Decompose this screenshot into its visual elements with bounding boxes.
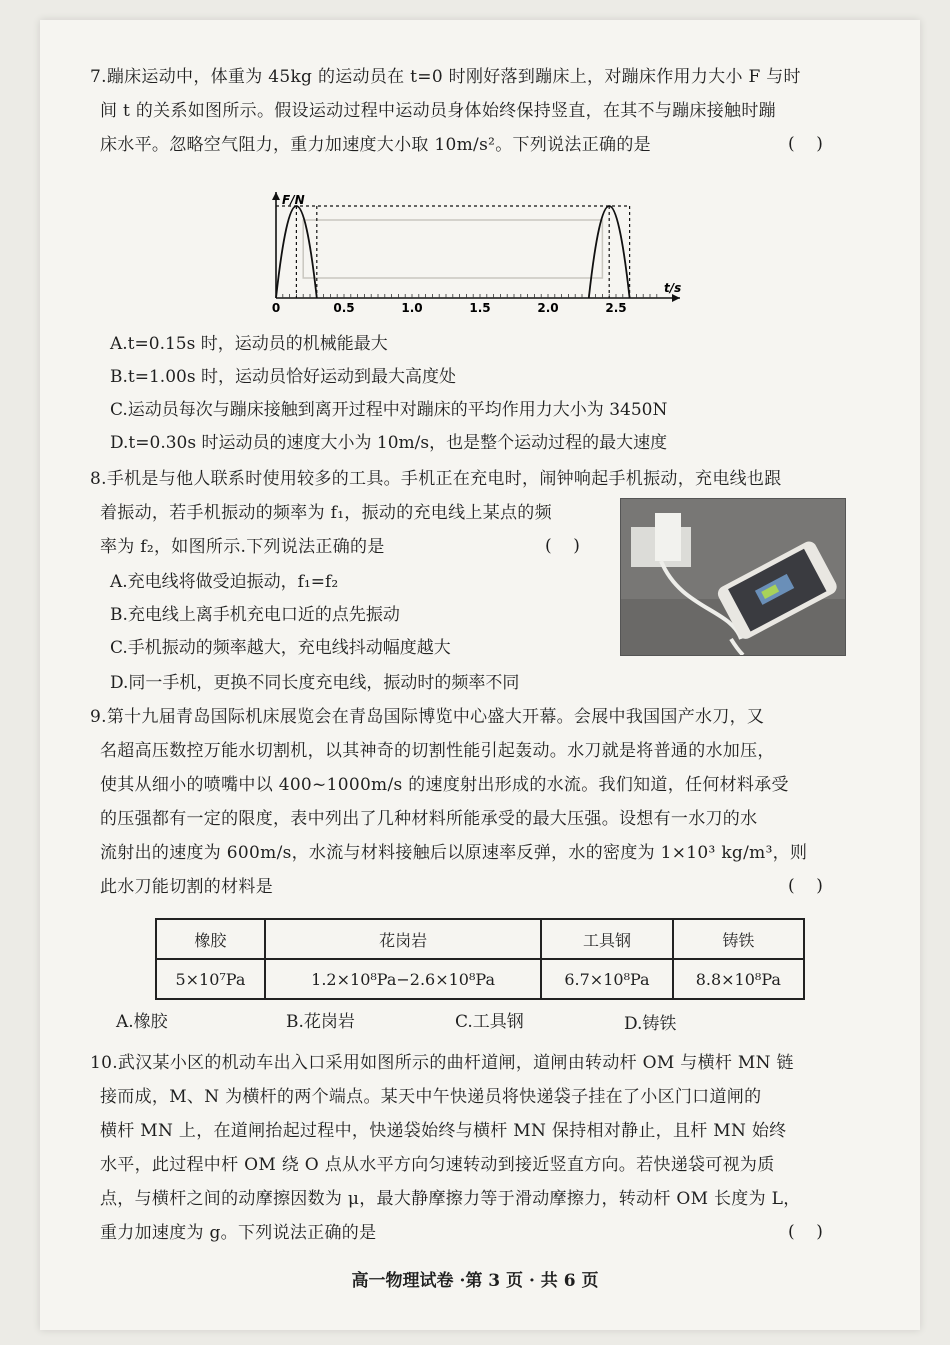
q8-option-b[interactable]: B.充电线上离手机充电口近的点先振动	[110, 605, 400, 625]
q8-line-3: 率为 f₂，如图所示.下列说法正确的是	[100, 537, 385, 557]
q9-line-6: 此水刀能切割的材料是	[100, 877, 273, 897]
q10-line-5: 点，与横杆之间的动摩擦因数为 μ，最大静摩擦力等于滑动摩擦力，转动杆 OM 长度为 L，	[100, 1189, 801, 1209]
q9-option-b[interactable]: B.花岗岩	[286, 1012, 355, 1032]
x-tick-label: 1.5	[469, 301, 491, 315]
q9-line-1: 9.第十九届青岛国际机床展览会在青岛国际博览中心盛大开幕。会展中我国国产水刀，又	[90, 707, 765, 727]
q7-option-c[interactable]: C.运动员每次与蹦床接触到离开过程中对蹦床的平均作用力大小为 3450N	[110, 400, 668, 420]
q7-answer-paren: ( )	[788, 134, 823, 154]
x-tick-label: 2.5	[605, 301, 627, 315]
q9-line-5: 流射出的速度为 600m/s，水流与材料接触后以原速率反弹，水的密度为 1×10³ kg/m³，则	[100, 843, 808, 863]
y-axis-arrow	[272, 192, 280, 200]
q10-answer-paren: ( )	[788, 1222, 823, 1242]
y-axis-label: F/N	[282, 193, 305, 207]
q10-line-1: 10.武汉某小区的机动车出入口采用如图所示的曲杆道闸，道闸由转动杆 OM 与横杆 MN 链	[90, 1053, 794, 1073]
q7-line-2: 间 t 的关系如图所示。假设运动过程中运动员身体始终保持竖直，在其不与蹦床接触时蹦	[100, 101, 776, 121]
q9-option-c[interactable]: C.工具钢	[455, 1012, 524, 1032]
x-tick-label: 0.5	[333, 301, 355, 315]
table-header-cell: 花岗岩	[265, 919, 541, 959]
table-cell: 6.7×10⁸Pa	[541, 959, 672, 999]
x-tick-label: 2.0	[537, 301, 559, 315]
phone-charging-illustration	[621, 499, 845, 655]
table-cell: 5×10⁷Pa	[156, 959, 265, 999]
table-header-cell: 工具钢	[541, 919, 672, 959]
table-header-cell: 橡胶	[156, 919, 265, 959]
q9-line-4: 的压强都有一定的限度，表中列出了几种材料所能承受的最大压强。设想有一水刀的水	[100, 809, 758, 829]
table-header-cell: 铸铁	[673, 919, 804, 959]
q8-answer-paren: ( )	[545, 536, 580, 556]
q8-option-d[interactable]: D.同一手机，更换不同长度充电线，振动时的频率不同	[110, 673, 520, 693]
q10-line-2: 接而成，M、N 为横杆的两个端点。某天中午快递员将快递袋子挂在了小区门口道闸的	[100, 1087, 762, 1107]
x-axis-label: t/s	[664, 281, 682, 295]
x-axis-arrow	[672, 294, 680, 302]
q8-line-1: 8.手机是与他人联系时使用较多的工具。手机正在充电时，闹钟响起手机振动，充电线也跟	[90, 469, 782, 489]
q7-line-1: 7.蹦床运动中，体重为 45kg 的运动员在 t=0 时刚好落到蹦床上，对蹦床作用力大小 F 与时	[90, 67, 801, 87]
chart-background-frame	[303, 220, 602, 278]
q9-option-a[interactable]: A.橡胶	[116, 1012, 168, 1032]
phone-charging-photo	[620, 498, 846, 656]
x-tick-label: 1.0	[401, 301, 423, 315]
q9-option-d[interactable]: D.铸铁	[624, 1014, 677, 1034]
q7-option-d[interactable]: D.t=0.30s 时运动员的速度大小为 10m/s，也是整个运动过程的最大速度	[110, 433, 668, 453]
q7-line-3: 床水平。忽略空气阻力，重力加速度大小取 10m/s²。下列说法正确的是	[100, 135, 651, 155]
q9-line-2: 名超高压数控万能水切割机，以其神奇的切割性能引起轰动。水刀就是将普通的水加压，	[100, 741, 775, 761]
q10-line-6: 重力加速度为 g。下列说法正确的是	[100, 1223, 377, 1243]
q8-option-c[interactable]: C.手机振动的频率越大，充电线抖动幅度越大	[110, 638, 451, 658]
q10-line-4: 水平，此过程中杆 OM 绕 O 点从水平方向匀速转动到接近竖直方向。若快递袋可视为质	[100, 1155, 775, 1175]
q9-answer-paren: ( )	[788, 876, 823, 896]
table-cell: 8.8×10⁸Pa	[673, 959, 804, 999]
q9-line-3: 使其从细小的喷嘴中以 400~1000m/s 的速度射出形成的水流。我们知道，任何材料承受	[100, 775, 789, 795]
x-tick-label: 0	[271, 301, 281, 315]
table-header-row	[156, 919, 804, 959]
material-pressure-table	[155, 918, 805, 1000]
q7-option-b[interactable]: B.t=1.00s 时，运动员恰好运动到最大高度处	[110, 367, 456, 387]
page-footer: 高一物理试卷 ·第 3 页 · 共 6 页	[351, 1271, 599, 1291]
table-cell: 1.2×10⁸Pa−2.6×10⁸Pa	[265, 959, 541, 999]
q8-line-2: 着振动，若手机振动的频率为 f₁，振动的充电线上某点的频	[100, 503, 552, 523]
q10-line-3: 横杆 MN 上，在道闸抬起过程中，快递袋始终与横杆 MN 保持相对静止，且杆 MN 始终	[100, 1121, 787, 1141]
q7-option-a[interactable]: A.t=0.15s 时，运动员的机械能最大	[110, 334, 388, 354]
q8-option-a[interactable]: A.充电线将做受迫振动，f₁=f₂	[110, 572, 339, 592]
table-row	[156, 959, 804, 999]
q7-force-time-chart	[250, 180, 710, 320]
